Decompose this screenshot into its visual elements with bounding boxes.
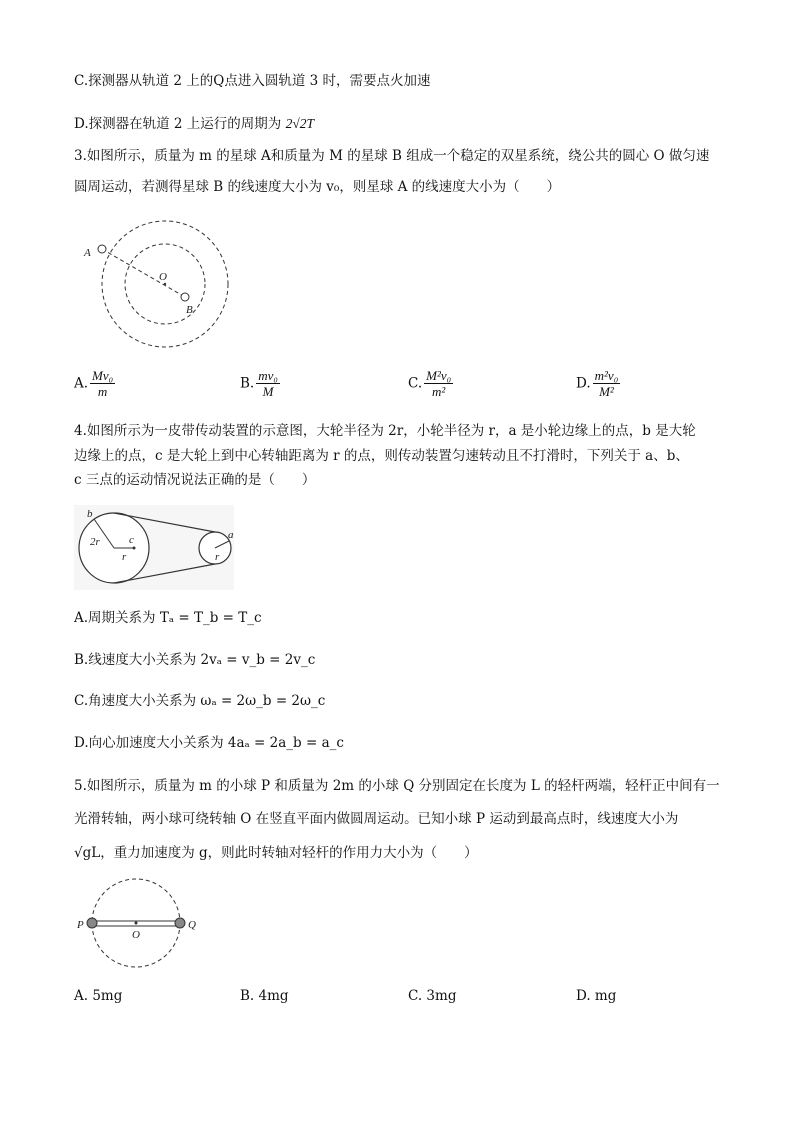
q4-option-b: B.线速度大小关系为 2vₐ = v_b = 2v_c xyxy=(74,652,316,668)
q5-label-o: O xyxy=(132,929,140,941)
q4-label-r-small: r xyxy=(215,551,220,563)
q3-star-a xyxy=(98,245,106,253)
q4-stem-line2: 边缘上的点，c 是大轮上到中心转轴距离为 r 的点，则传动装置匀速转动且不打滑时，下列关于 a、b、 xyxy=(74,448,689,464)
q5-ball-q xyxy=(175,918,185,928)
q5-label-q: Q xyxy=(188,919,196,931)
q4-belt-drive-figure xyxy=(74,505,234,590)
q3-center-o xyxy=(164,283,166,285)
q4-label-b: b xyxy=(87,508,93,520)
q3-label-b: B xyxy=(186,304,193,316)
q4-option-a: A.周期关系为 Tₐ = T_b = T_c xyxy=(74,610,262,626)
q5-stem-line2: 光滑转轴，两小球可绕转轴 O 在竖直平面内做圆周运动。已知小球 P 运动到最高点时，线速度大小为 xyxy=(74,811,679,827)
q4-label-r-big: r xyxy=(122,551,127,563)
q3-stem-line2: 圆周运动，若测得星球 B 的线速度大小为 v₀，则星球 A 的线速度大小为（ ） xyxy=(74,179,561,195)
q3-option-b: B. $\frac{\text{mv₀}}{M}$ xyxy=(240,368,278,399)
q5-stem-line3: √gL，重力加速度为 g，则此时转轴对轻杆的作用力大小为（ ） xyxy=(74,845,478,861)
q5-option-a: A. 5mg xyxy=(74,988,123,1004)
q5-rotating-rod-figure xyxy=(74,876,214,971)
q5-label-p: P xyxy=(77,919,84,931)
q5-ball-p xyxy=(87,918,97,928)
q5-option-c: C. 3mg xyxy=(408,988,457,1004)
q2-option-d: D.探测器在轨道 2 上运行的周期为 2√2T xyxy=(74,116,315,132)
q4-stem-line1: 4.如图所示为一皮带传动装置的示意图，大轮半径为 2r，小轮半径为 r，a 是小轮边缘上的点，b 是大轮 xyxy=(74,423,696,439)
q3-option-a: A. $\frac{\text{Mv₀}}{m}$ xyxy=(74,368,114,399)
q5-option-b: B. 4mg xyxy=(240,988,289,1004)
q3-connecting-line xyxy=(102,249,185,297)
q4-label-2r: 2r xyxy=(90,536,100,548)
q3-binary-star-figure xyxy=(80,220,230,355)
q3-label-o: O xyxy=(159,271,167,283)
q5-option-d: D. mg xyxy=(576,988,617,1004)
q3-star-b xyxy=(181,293,189,301)
q2-option-c: C.探测器从轨道 2 上的Q点进入圆轨道 3 时，需要点火加速 xyxy=(74,73,431,89)
q5-pivot-o xyxy=(135,922,138,925)
q3-stem-line1: 3.如图所示，质量为 m 的星球 A和质量为 M 的星球 B 组成一个稳定的双星系统，绕公共的圆心 O 做匀速 xyxy=(74,148,710,164)
q4-option-d: D.向心加速度大小关系为 4aₐ = 2a_b = a_c xyxy=(74,735,344,751)
q4-point-c xyxy=(133,547,136,550)
q2-option-d-value: 2√2T xyxy=(285,116,315,131)
q4-option-c: C.角速度大小关系为 ωₐ = 2ω_b = 2ω_c xyxy=(74,693,326,709)
q5-stem-line1: 5.如图所示，质量为 m 的小球 P 和质量为 2m 的小球 Q 分别固定在长度为 L 的轻杆两端，轻杆正中间有一 xyxy=(74,778,720,794)
q4-stem-line3: c 三点的运动情况说法正确的是（ ） xyxy=(74,472,316,488)
q4-label-c: c xyxy=(129,534,134,546)
q3-label-a: A xyxy=(84,247,91,259)
q4-label-a: a xyxy=(228,529,234,541)
q3-option-d: D. $\frac{\text{m²v₀}}{\text{M²}}$ xyxy=(576,368,619,399)
q3-option-c: C. $\frac{\text{M²v₀}}{\text{m²}}$ xyxy=(408,368,452,399)
